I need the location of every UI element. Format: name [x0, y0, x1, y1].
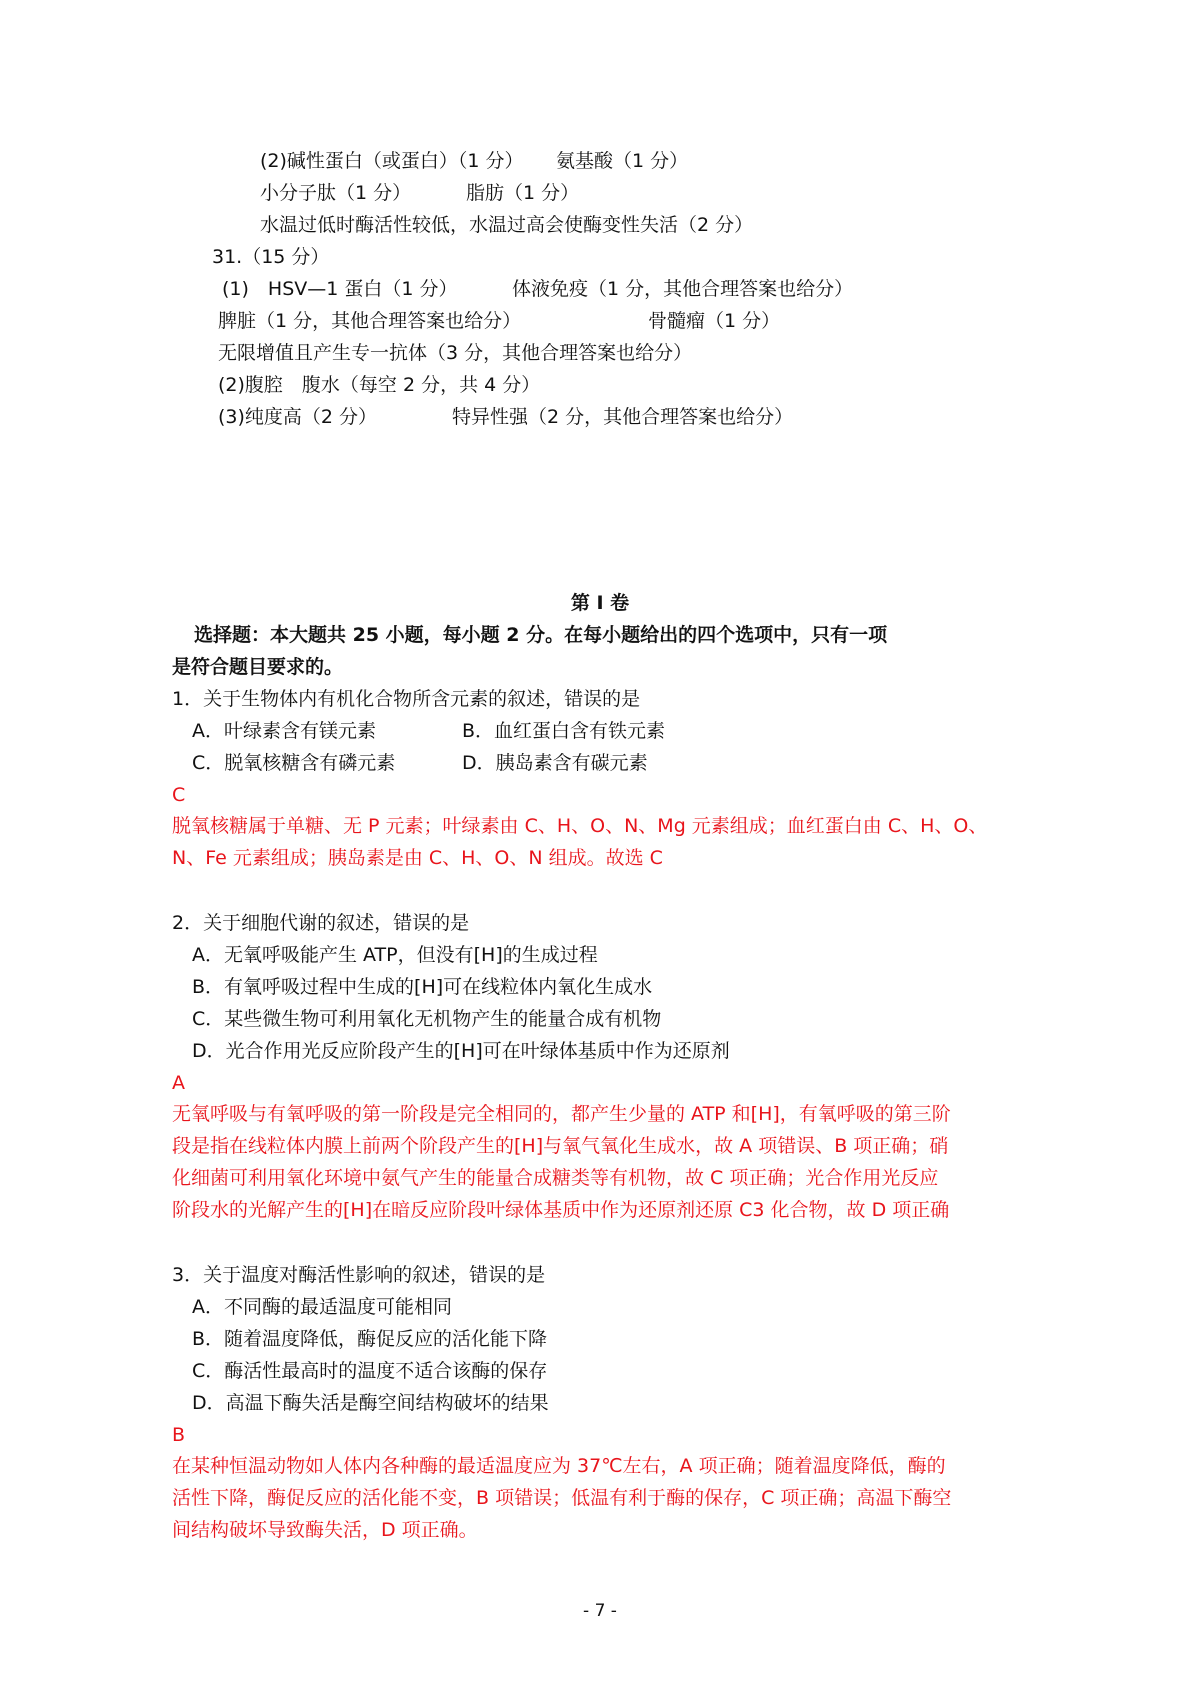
answer-text: 水温过低时酶活性较低，水温过高会使酶变性失活（2 分） — [260, 214, 754, 236]
explanation-line: 间结构破坏导致酶失活，D 项正确。 — [172, 1519, 478, 1541]
answer-text: (3)纯度高（2 分） — [218, 406, 378, 428]
answer-line — [648, 308, 780, 334]
option: B．随着温度降低，酶促反应的活化能下降 — [192, 1328, 548, 1350]
explanation-line: N、Fe 元素组成；胰岛素是由 C、H、O、N 组成。故选 C — [172, 847, 663, 869]
section-instruction: 是符合题目要求的。 — [172, 656, 344, 678]
option: C．脱氧核糖含有磷元素 — [192, 752, 396, 774]
answer-line — [260, 180, 411, 206]
option: A．无氧呼吸能产生 ATP，但没有[H]的生成过程 — [192, 944, 598, 966]
explanation-line: 化细菌可利用氧化环境中氨气产生的能量合成糖类等有机物，故 C 项正确；光合作用光反应 — [172, 1167, 939, 1189]
answer-text: (2)腹腔 腹水（每空 2 分，共 4 分） — [218, 374, 541, 396]
answer-text: 脂肪（1 分） — [466, 182, 580, 204]
option: D．光合作用光反应阶段产生的[H]可在叶绿体基质中作为还原剂 — [192, 1040, 730, 1062]
explanation — [172, 1098, 1034, 1226]
answer-line — [218, 340, 692, 366]
page-number: - 7 - — [583, 1601, 617, 1621]
explanation-line: 无氧呼吸与有氧呼吸的第一阶段是完全相同的，都产生少量的 ATP 和[H]，有氧呼吸的第三阶 — [172, 1103, 951, 1125]
explanation-line: 段是指在线粒体内膜上前两个阶段产生的[H]与氧气氧化生成水，故 A 项错误、B 项正确；硝 — [172, 1135, 949, 1157]
answer-line — [556, 148, 688, 174]
answer-line — [260, 148, 524, 174]
answer-text: 脾脏（1 分，其他合理答案也给分） — [218, 310, 522, 332]
question-header-text: 31.（15 分） — [212, 246, 330, 268]
answer-line — [218, 372, 540, 398]
answer-line — [512, 276, 853, 302]
answer-key: B — [172, 1424, 186, 1446]
answer-text: 氨基酸（1 分） — [556, 150, 689, 172]
answer-line — [452, 404, 793, 430]
option: C．酶活性最高时的温度不适合该酶的保存 — [192, 1360, 548, 1382]
question-header — [212, 244, 329, 270]
answer-text: (2)碱性蛋白（或蛋白）（1 分） — [260, 150, 524, 172]
answer-line — [222, 276, 458, 302]
question-stem: 1．关于生物体内有机化合物所含元素的叙述，错误的是 — [172, 688, 641, 710]
answer-text: 体液免疫（1 分，其他合理答案也给分） — [512, 278, 854, 300]
explanation-line: 阶段水的光解产生的[H]在暗反应阶段叶绿体基质中作为还原剂还原 C3 化合物，故 D 项正确 — [172, 1199, 950, 1221]
explanation — [172, 810, 1034, 874]
question-stem: 2．关于细胞代谢的叙述，错误的是 — [172, 912, 470, 934]
option: D．胰岛素含有碳元素 — [462, 752, 648, 774]
explanation — [172, 1450, 1034, 1546]
option: B．血红蛋白含有铁元素 — [462, 720, 666, 742]
section-title: 第 I 卷 — [570, 592, 630, 614]
answer-text: (1) HSV—1 蛋白（1 分） — [222, 278, 458, 300]
section-instruction: 选择题：本大题共 25 小题，每小题 2 分。在每小题给出的四个选项中，只有一项 — [194, 624, 888, 646]
answer-key: A — [172, 1072, 185, 1094]
answer-text: 小分子肽（1 分） — [260, 182, 412, 204]
answer-line — [260, 212, 753, 238]
option: A．叶绿素含有镁元素 — [192, 720, 376, 742]
explanation-line: 在某种恒温动物如人体内各种酶的最适温度应为 37℃左右，A 项正确；随着温度降低，酶的 — [172, 1455, 946, 1477]
explanation-line: 脱氧核糖属于单糖、无 P 元素；叶绿素由 C、H、O、N、Mg 元素组成；血红蛋白由 C、H、O、 — [172, 815, 988, 837]
answer-text: 特异性强（2 分，其他合理答案也给分） — [452, 406, 794, 428]
option: D．高温下酶失活是酶空间结构破坏的结果 — [192, 1392, 549, 1414]
answer-line — [218, 308, 521, 334]
answer-text: 无限增值且产生专一抗体（3 分，其他合理答案也给分） — [218, 342, 693, 364]
answer-line — [466, 180, 579, 206]
answer-text: 骨髓瘤（1 分） — [648, 310, 781, 332]
option: A．不同酶的最适温度可能相同 — [192, 1296, 452, 1318]
explanation-line: 活性下降，酶促反应的活化能不变，B 项错误；低温有利于酶的保存，C 项正确；高温下酶空 — [172, 1487, 952, 1509]
answer-key: C — [172, 784, 186, 806]
question-stem: 3．关于温度对酶活性影响的叙述，错误的是 — [172, 1264, 546, 1286]
answer-line — [218, 404, 377, 430]
option: B．有氧呼吸过程中生成的[H]可在线粒体内氧化生成水 — [192, 976, 653, 998]
option: C．某些微生物可利用氧化无机物产生的能量合成有机物 — [192, 1008, 662, 1030]
